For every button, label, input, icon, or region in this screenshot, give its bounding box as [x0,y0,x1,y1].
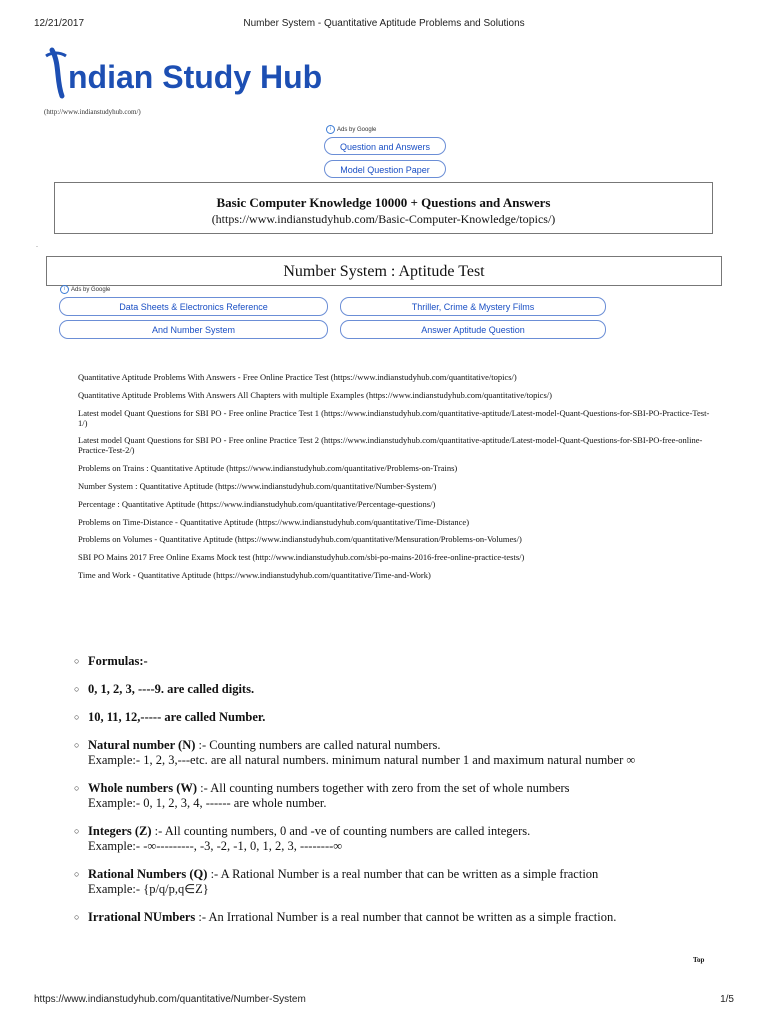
list-item: ○ Natural number (N) :- Counting numbers are called natural numbers. Example:- 1, 2, 3,---etc. are all natural numbers. minimum natural number 1 and maximum natural number ∞ [74,738,636,767]
bullet-circle-icon: ○ [74,826,80,836]
ads-by-google-2[interactable]: i Ads by Google [60,285,110,294]
print-title: Number System - Quantitative Aptitude Problems and Solutions [243,18,525,29]
related-link[interactable]: Number System : Quantitative Aptitude (https://www.indianstudyhub.com/quantitative/Number-System/) [78,480,437,491]
bullet-circle-icon: ○ [74,712,80,722]
ad-button-data-sheets[interactable]: Data Sheets & Electronics Reference [59,297,328,316]
ad-button-thriller-films[interactable]: Thriller, Crime & Mystery Films [340,297,606,316]
print-footer [34,994,734,1005]
related-link[interactable]: Problems on Time-Distance - Quantitative Aptitude (https://www.indianstudyhub.com/quantitative/Time-Distance) [78,516,470,527]
ad-button-model-question-paper[interactable]: Model Question Paper [324,160,446,178]
info-icon: i [60,285,69,294]
list-item: ○ Formulas:- [74,654,148,668]
site-logo[interactable] [42,46,342,102]
related-link[interactable]: Percentage : Quantitative Aptitude (https://www.indianstudyhub.com/quantitative/Percentage-questions/) [78,498,436,509]
logo-swoosh-icon [42,46,342,102]
banner-title: Basic Computer Knowledge 10000 + Questions and Answers [216,195,551,210]
bullet-circle-icon: ○ [74,869,80,879]
ad-button-answer-aptitude[interactable]: Answer Aptitude Question [340,320,606,339]
page-number: 1/5 [720,994,734,1005]
bullet-circle-icon: ○ [74,783,80,793]
related-links [78,372,718,588]
footer-url: https://www.indianstudyhub.com/quantitative/Number-System [34,994,306,1005]
page-heading: Number System : Aptitude Test [46,256,722,286]
related-link[interactable]: Problems on Volumes - Quantitative Aptitude (https://www.indianstudyhub.com/quantitative/Mensuration/Problems-on-Volumes/) [78,534,522,545]
print-header [34,18,734,32]
print-date: 12/21/2017 [34,18,85,29]
related-link[interactable]: Latest model Quant Questions for SBI PO - Free online Practice Test 2 (https://www.indianstudyhub.com/quantitative-aptitude/Latest-model-Quant-Questions-for-SBI-PO-free-online-Practice-Test-2/) [78,435,703,456]
info-icon: i [326,125,335,134]
banner-url: (https://www.indianstudyhub.com/Basic-Computer-Knowledge/topics/) [211,212,556,226]
list-item: ○ Rational Numbers (Q) :- A Rational Number is a real number that can be written as a simple fraction Example:- {p/q/p,q∈Z} [74,867,599,896]
bullet-circle-icon: ○ [74,912,80,922]
related-link[interactable]: SBI PO Mains 2017 Free Online Exams Mock test (http://www.indianstudyhub.com/sbi-po-mains-2016-free-online-practice-tests/) [78,552,525,563]
related-link[interactable]: Quantitative Aptitude Problems With Answers - Free Online Practice Test (https://www.indianstudyhub.com/quantitative/topics/) [78,372,517,382]
bullet-circle-icon: ○ [74,656,80,666]
related-link[interactable]: Problems on Trains : Quantitative Aptitude (https://www.indianstudyhub.com/quantitative/Problems-on-Trains) [78,463,458,474]
bullet-circle-icon: ○ [74,740,80,750]
related-link[interactable]: Latest model Quant Questions for SBI PO - Free online Practice Test 1 (https://www.indianstudyhub.com/quantitative-aptitude/Latest-model-Quant-Questions-for-SBI-PO-Practice-Test-1/) [78,407,710,428]
formula-list [74,654,714,938]
related-link[interactable]: Time and Work - Quantitative Aptitude (https://www.indianstudyhub.com/quantitative/Time-and-Work) [78,569,431,580]
list-item: ○ Integers (Z) :- All counting numbers, 0 and -ve of counting numbers are called integers. Example:- -∞---------, -3, -2, -1, 0, 1, 2, 3, --------∞ [74,824,531,853]
list-item: ○ Irrational NUmbers :- An Irrational Number is a real number that cannot be written as a simple fraction. [74,910,617,924]
ad-button-question-answers[interactable]: Question and Answers [324,137,446,155]
ad-button-number-system[interactable]: And Number System [59,320,328,339]
logo-url[interactable]: (http://www.indianstudyhub.com/) [44,108,141,116]
list-item: ○ 0, 1, 2, 3, ----9. are called digits. [74,682,255,696]
list-item: ○ 10, 11, 12,----- are called Number. [74,710,266,724]
banner-box[interactable] [54,182,713,234]
ads-by-google-1[interactable]: i Ads by Google [326,125,376,134]
divider-dot: . [36,240,38,249]
list-item: ○ Whole numbers (W) :- All counting numbers together with zero from the set of whole numbers Example:- 0, 1, 2, 3, 4, ------ are whole number. [74,781,570,810]
back-to-top-link[interactable]: Top [693,956,705,964]
related-link[interactable]: Quantitative Aptitude Problems With Answers All Chapters with multiple Examples (https://www.indianstudyhub.com/quantitative/topics/) [78,389,552,400]
bullet-circle-icon: ○ [74,684,80,694]
logo-text: ndian Study Hub [68,59,323,95]
